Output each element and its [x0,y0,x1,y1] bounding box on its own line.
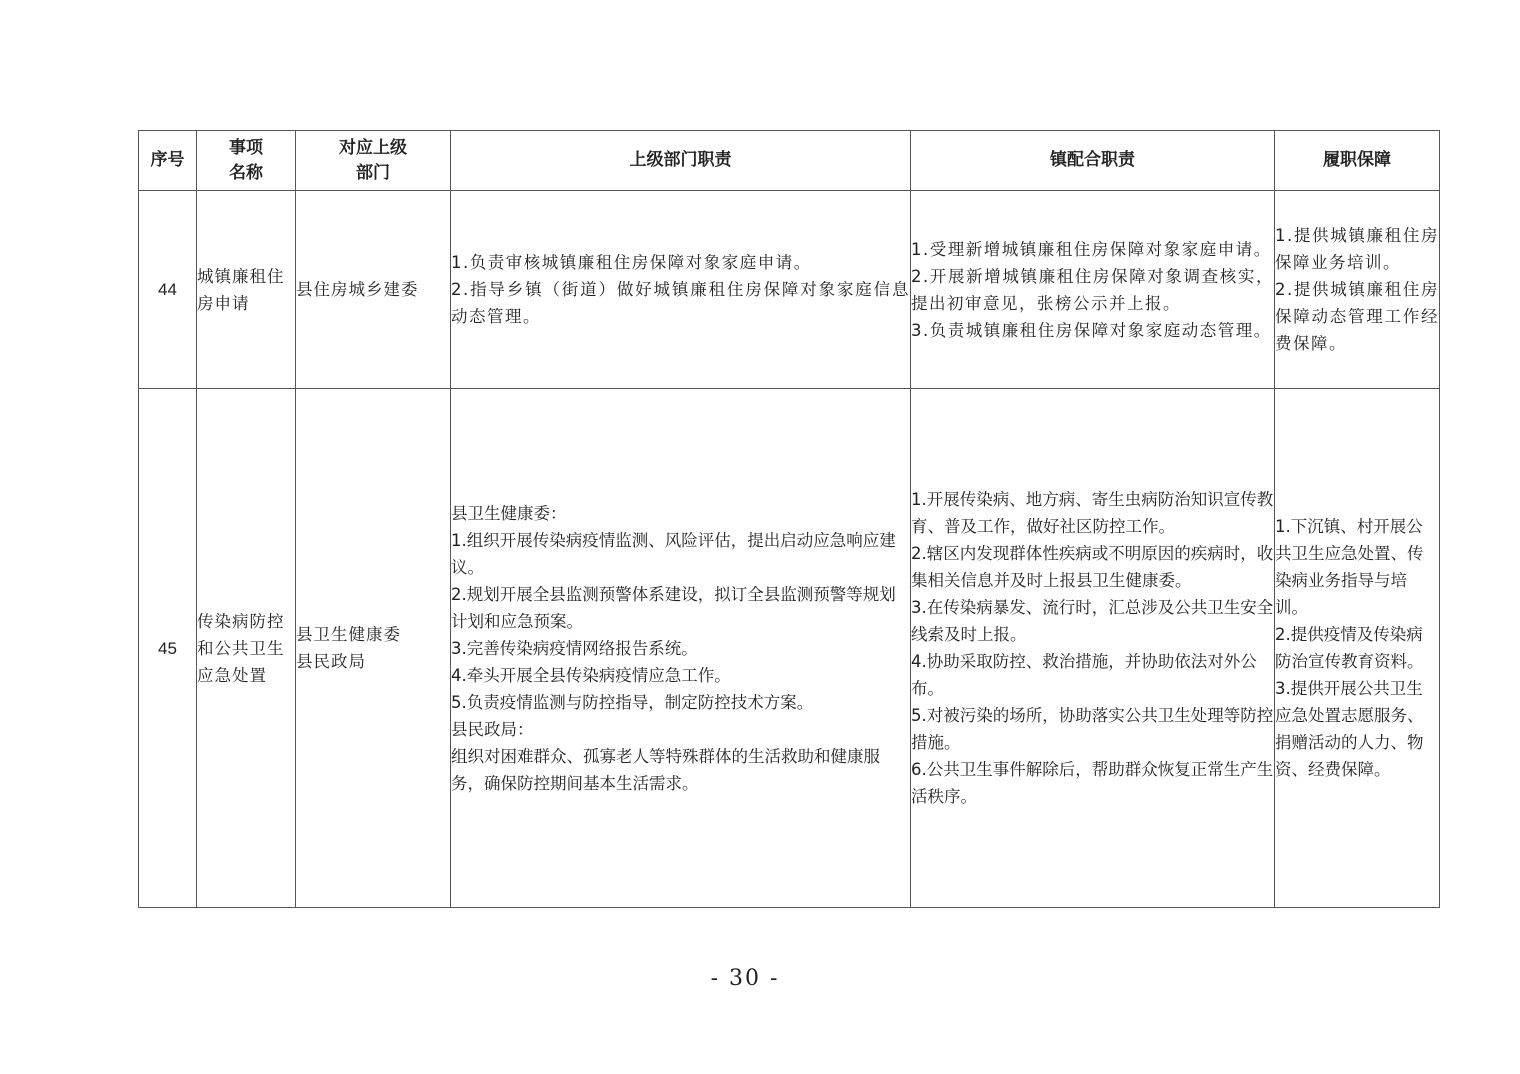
duty-line: 组织对困难群众、孤寡老人等特殊群体的生活救助和健康服务，确保防控期间基本生活需求。 [451,746,880,793]
duty-line: 3.在传染病暴发、流行时，汇总涉及公共卫生安全线索及时上报。 [911,598,1274,644]
duty-line: 4.协助采取防控、救治措施，并协助依法对外公布。 [911,652,1257,698]
duty-line: 6.公共卫生事件解除后，帮助群众恢复正常生产生活秩序。 [911,760,1274,806]
duty-line: 1.提供城镇廉租住房保障业务培训。 [1275,226,1439,272]
page-number: - 30 - [710,966,780,991]
row-guarantee [1275,191,1440,389]
duty-line: 县卫生健康委： [451,503,567,523]
duty-line: 1.下沉镇、村开展公共卫生应急处置、传染病业务指导与培训。 [1275,517,1424,617]
duty-line: 5.负责疫情监测与防控指导，制定防控技术方案。 [451,692,814,712]
row-upper-duties [451,191,911,389]
row-dept: 县卫生健康委 县民政局 [296,389,451,908]
duty-line: 2.规划开展全县监测预警体系建设，拟订全县监测预警等规划计划和应急预案。 [451,584,896,631]
duty-line: 3.完善传染病疫情网络报告系统。 [451,638,698,658]
table-row [139,191,1440,389]
row-upper-duties [451,389,911,908]
duty-line: 5.对被污染的场所，协助落实公共卫生处理等防控措施。 [911,706,1274,752]
duty-line: 县民政局： [451,719,534,739]
table-row [139,389,1440,908]
row-item: 城镇廉租住房申请 [197,191,296,389]
duty-line: 1.负责审核城镇廉租住房保障对象家庭申请。 [451,253,812,272]
header-guarantee: 履职保障 [1275,131,1440,191]
row-item: 传染病防控和公共卫生应急处置 [197,389,296,908]
duty-line: 2.提供城镇廉租住房保障动态管理工作经费保障。 [1275,280,1439,353]
duty-table [138,130,1440,908]
duty-line: 4.牵头开展全县传染病疫情应急工作。 [451,665,731,685]
header-upper-duties: 上级部门职责 [451,131,911,191]
row-num: 45 [139,389,197,908]
duty-line: 2.提供疫情及传染病防治宣传教育资料。 [1275,625,1424,671]
row-guarantee [1275,389,1440,908]
header-num: 序号 [139,131,197,191]
duty-line: 1.受理新增城镇廉租住房保障对象家庭申请。 [911,239,1272,259]
row-town-duties [911,389,1275,908]
table-header-row [139,131,1440,191]
header-dept: 对应上级 部门 [296,131,451,191]
row-dept: 县住房城乡建委 [296,191,451,389]
duty-line: 2.指导乡镇（街道）做好城镇廉租住房保障对象家庭信息动态管理。 [451,280,910,326]
row-town-duties [911,191,1275,389]
duty-line: 3.负责城镇廉租住房保障对象家庭动态管理。 [911,320,1272,340]
header-item: 事项 名称 [197,131,296,191]
duty-line: 1.开展传染病、地方病、寄生虫病防治知识宣传教育、普及工作，做好社区防控工作。 [911,490,1274,536]
duty-line: 2.开展新增城镇廉租住房保障对象调查核实，提出初审意见，张榜公示并上报。 [911,266,1274,313]
duty-line: 2.辖区内发现群体性疾病或不明原因的疾病时，收集相关信息并及时上报县卫生健康委。 [911,544,1274,590]
header-town-duties: 镇配合职责 [911,131,1275,191]
duty-line: 1.组织开展传染病疫情监测、风险评估，提出启动应急响应建议。 [451,530,896,577]
row-num: 44 [139,191,197,389]
duty-line: 3.提供开展公共卫生应急处置志愿服务、捐赠活动的人力、物资、经费保障。 [1275,679,1424,779]
